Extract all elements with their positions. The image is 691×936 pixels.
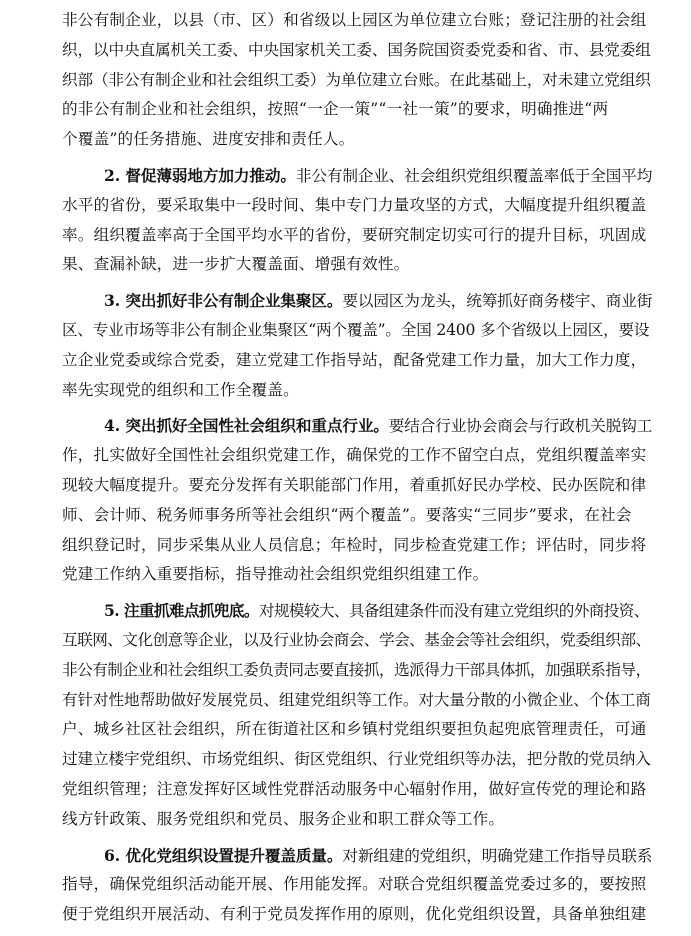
text-run: 对新组建的党组织，明确党建工作指导员联系 — [342, 846, 653, 865]
text-line: 区、专业市场等非公有制企业集聚区“两个覆盖”。全国 2400 多个省级以上园区，要设 — [62, 320, 650, 339]
text-line: 组织登记时，同步采集从业人员信息；年检时，同步检查党建工作；评估时，同步将 — [62, 535, 647, 554]
text-line: 织部（非公有制企业和社会组织工委）为单位建立台账。在此基础上，对未建立党组织 — [62, 70, 651, 89]
text-line: 果、查漏补缺，进一步扩大覆盖面、增强有效性。 — [62, 255, 410, 274]
text-run: 对规模较大、具备组建条件而没有建立党组织的外商投资、 — [258, 602, 649, 621]
text-line: 作，扎实做好全国性社会组织党建工作，确保党的工作不留空白点，党组织覆盖率实 — [62, 446, 647, 465]
text-line: 党组织管理；注意发挥好区域性党群活动服务中心辐射作用，做好宣传党的理论和路 — [62, 779, 647, 798]
text-line — [62, 286, 652, 316]
text-line: 非公有制企业，以县（市、区）和省级以上园区为单位建立台账；登记注册的社会组 — [62, 11, 647, 29]
text-line: 便于党组织开展活动、有利于党员发挥作用的原则，优化党组织设置，具备单独组建 — [62, 905, 647, 924]
text-line: 的非公有制企业和社会组织，按照“一企一策”“一社一策”的要求，明确推进“两 — [62, 100, 609, 119]
paragraph-1 — [62, 6, 652, 155]
text-line: 织，以中央直属机关工委、中央国家机关工委、国务院国资委党委和省、市、县党委组 — [62, 40, 651, 59]
text-line: 有针对性地帮助做好发展党员、组建党组织等工作。对大量分散的小微企业、个体工商 — [62, 690, 651, 709]
text-line: 党建工作纳入重要指标，指导推动社会组织党组织组建工作。 — [62, 565, 489, 584]
text-line: 互联网、文化创意等企业，以及行业协会商会、学会、基金会等社会组织，党委组织部、 — [62, 630, 651, 649]
text-line: 率。组织覆盖率高于全国平均水平的省份，要研究制定切实可行的提升目标，巩固成 — [62, 225, 647, 244]
text-line — [62, 841, 652, 871]
document-body — [62, 6, 652, 936]
text-line: 指导，确保党组织活动能开展、作用能发挥。对联合党组织覆盖党委过多的，要按照 — [62, 875, 647, 894]
text-line: 户、城乡社区社会组织，所在街道社区和乡镇村党组织要担负起兜底管理责任，可通 — [62, 720, 647, 739]
paragraph-2 — [62, 161, 652, 280]
text-line: 率先实现党的组织和工作全覆盖。 — [62, 380, 299, 399]
text-line: 师、会计师、税务师事务所等社会组织“两个覆盖”。要落实“三同步”要求，在社会 — [62, 505, 632, 524]
text-line — [62, 596, 652, 626]
text-line: 立企业党委或综合党委，建立党建工作指导站，配备党建工作力量，加大工作力度， — [62, 350, 647, 369]
section-heading: 2. 督促薄弱地方加力推动。 — [104, 165, 296, 185]
section-heading: 4. 突出抓好全国性社会组织和重点行业。 — [104, 416, 389, 436]
text-run: 非公有制企业、社会组织党组织覆盖率低于全国平均 — [295, 166, 653, 185]
text-run: 要以园区为龙头，统筹抓好商务楼宇、商业街 — [342, 292, 653, 311]
section-heading: 6. 优化党组织设置提升覆盖质量。 — [104, 845, 343, 865]
text-line: 现较大幅度提升。要充分发挥有关职能部门作用，着重抓好民办学校、民办医院和律 — [62, 475, 647, 494]
text-line: 水平的省份，要采取集中一段时间、集中专门力量攻坚的方式，大幅度提升组织覆盖 — [62, 195, 647, 214]
paragraph-6 — [62, 841, 652, 930]
paragraph-4 — [62, 411, 652, 590]
text-run: 要结合行业协会商会与行政机关脱钩工 — [388, 417, 653, 436]
text-line: 个覆盖”的任务措施、进度安排和责任人。 — [62, 130, 355, 149]
text-line: 非公有制企业和社会组织工委负责同志要直接抓，选派得力干部具体抓，加强联系指导， — [62, 660, 651, 679]
text-line: 过建立楼宇党组织、市场党组织、街区党组织、行业党组织等办法，把分散的党员纳入 — [62, 750, 651, 769]
text-line: 线方针政策、服务党组织和党员、服务企业和职工群众等工作。 — [62, 809, 505, 828]
paragraph-3 — [62, 286, 652, 405]
text-line — [62, 411, 652, 441]
section-heading: 5. 注重抓难点抓兜底。 — [104, 601, 259, 621]
text-line — [62, 161, 652, 191]
section-heading: 3. 突出抓好非公有制企业集聚区。 — [104, 291, 343, 311]
paragraph-5 — [62, 596, 652, 834]
